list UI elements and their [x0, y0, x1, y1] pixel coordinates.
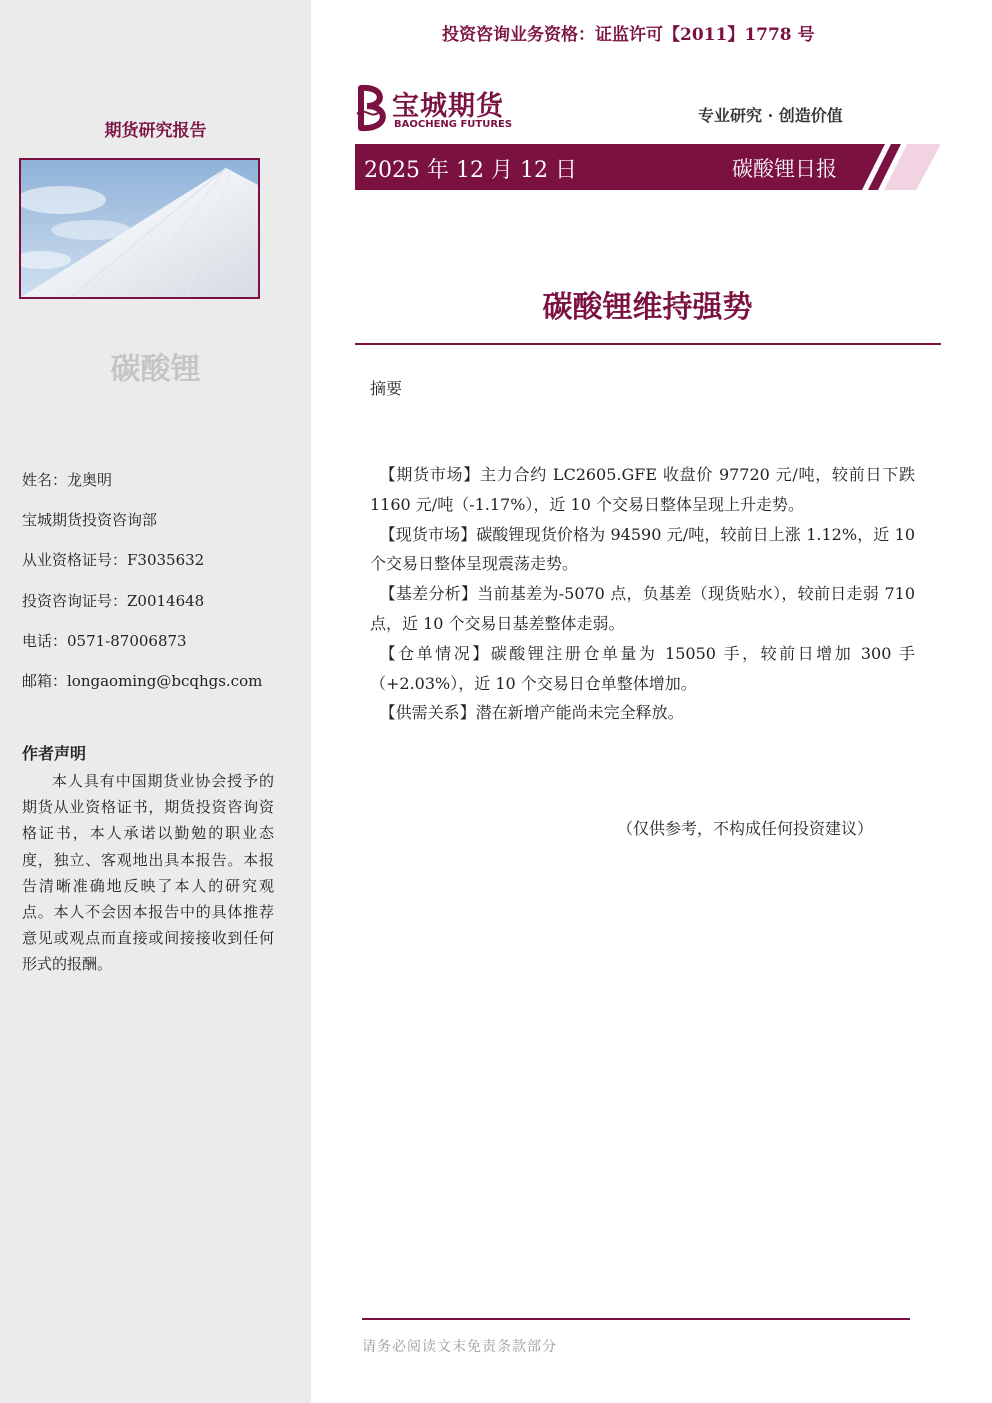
reference-note: （仅供参考，不构成任何投资建议） — [617, 819, 874, 838]
spot-market-paragraph: 【现货市场】碳酸锂现货价格为 94590 元/吨，较前日上涨 1.12%，近 10 个交易日整体呈现震荡走势。 — [370, 524, 915, 574]
cover-image — [19, 158, 260, 299]
baocheng-logo-icon — [355, 84, 391, 132]
slogan: 专业研究 · 创造价值 — [698, 106, 843, 125]
company-logo — [355, 84, 525, 134]
author-phone: 电话：0571-87006873 — [22, 631, 187, 650]
report-title: 碳酸锂维持强势 — [542, 290, 753, 325]
author-statement-title: 作者声明 — [22, 744, 87, 763]
advisory-license: 投资咨询证号：Z0014648 — [22, 591, 205, 610]
report-type: 碳酸锂日报 — [732, 157, 837, 181]
report-category: 期货研究报告 — [104, 121, 207, 141]
logo-name: 宝城期货 — [392, 91, 504, 122]
footer-divider — [362, 1318, 910, 1320]
warehouse-receipt-paragraph: 【仓单情况】碳酸锂注册仓单量为 15050 手，较前日增加 300 手（+2.03%），近 10 个交易日仓单整体增加。 — [370, 643, 915, 693]
date-banner — [355, 144, 940, 190]
lithium-mound-picture — [21, 160, 258, 297]
futures-market-paragraph: 【期货市场】主力合约 LC2605.GFE 收盘价 97720 元/吨，较前日下跌 1160 元/吨（-1.17%），近 10 个交易日整体呈现上升走势。 — [370, 465, 915, 514]
basis-analysis-paragraph: 【基差分析】当前基差为-5070 点，负基差（现货贴水），较前日走弱 710 点，近 10 个交易日基差整体走弱。 — [370, 584, 915, 633]
logo-english: BAOCHENG FUTURES — [394, 119, 513, 130]
footer-disclaimer-link: 请务必阅读文末免责条款部分 — [362, 1339, 557, 1355]
title-divider — [355, 343, 941, 345]
report-date: 2025 年 12 月 12 日 — [364, 158, 577, 183]
abstract-label: 摘要 — [370, 379, 403, 398]
author-name: 姓名：龙奥明 — [22, 471, 113, 489]
summary-section — [370, 460, 915, 728]
author-department: 宝城期货投资咨询部 — [22, 511, 158, 530]
practice-license: 从业资格证号：F3035632 — [22, 551, 205, 570]
sidebar — [0, 0, 311, 1403]
author-email[interactable]: 邮箱：longaoming@bcqhgs.com — [22, 672, 263, 691]
author-contact — [22, 460, 262, 701]
author-statement-body: 本人具有中国期货业协会授予的期货从业资格证书，期货投资咨询资格证书，本人承诺以勤勉的职业态度，独立、客观地出具本报告。本报告清晰准确地反映了本人的研究观点。本人不会因本报告中的具体推荐意见或观点而直接或间接接收到任何形式的报酬。 — [22, 772, 274, 974]
license-text: 投资咨询业务资格：证监许可【2011】1778 号 — [442, 25, 815, 45]
product-name: 碳酸锂 — [110, 352, 201, 387]
supply-demand-paragraph: 【供需关系】潜在新增产能尚未完全释放。 — [379, 703, 684, 723]
